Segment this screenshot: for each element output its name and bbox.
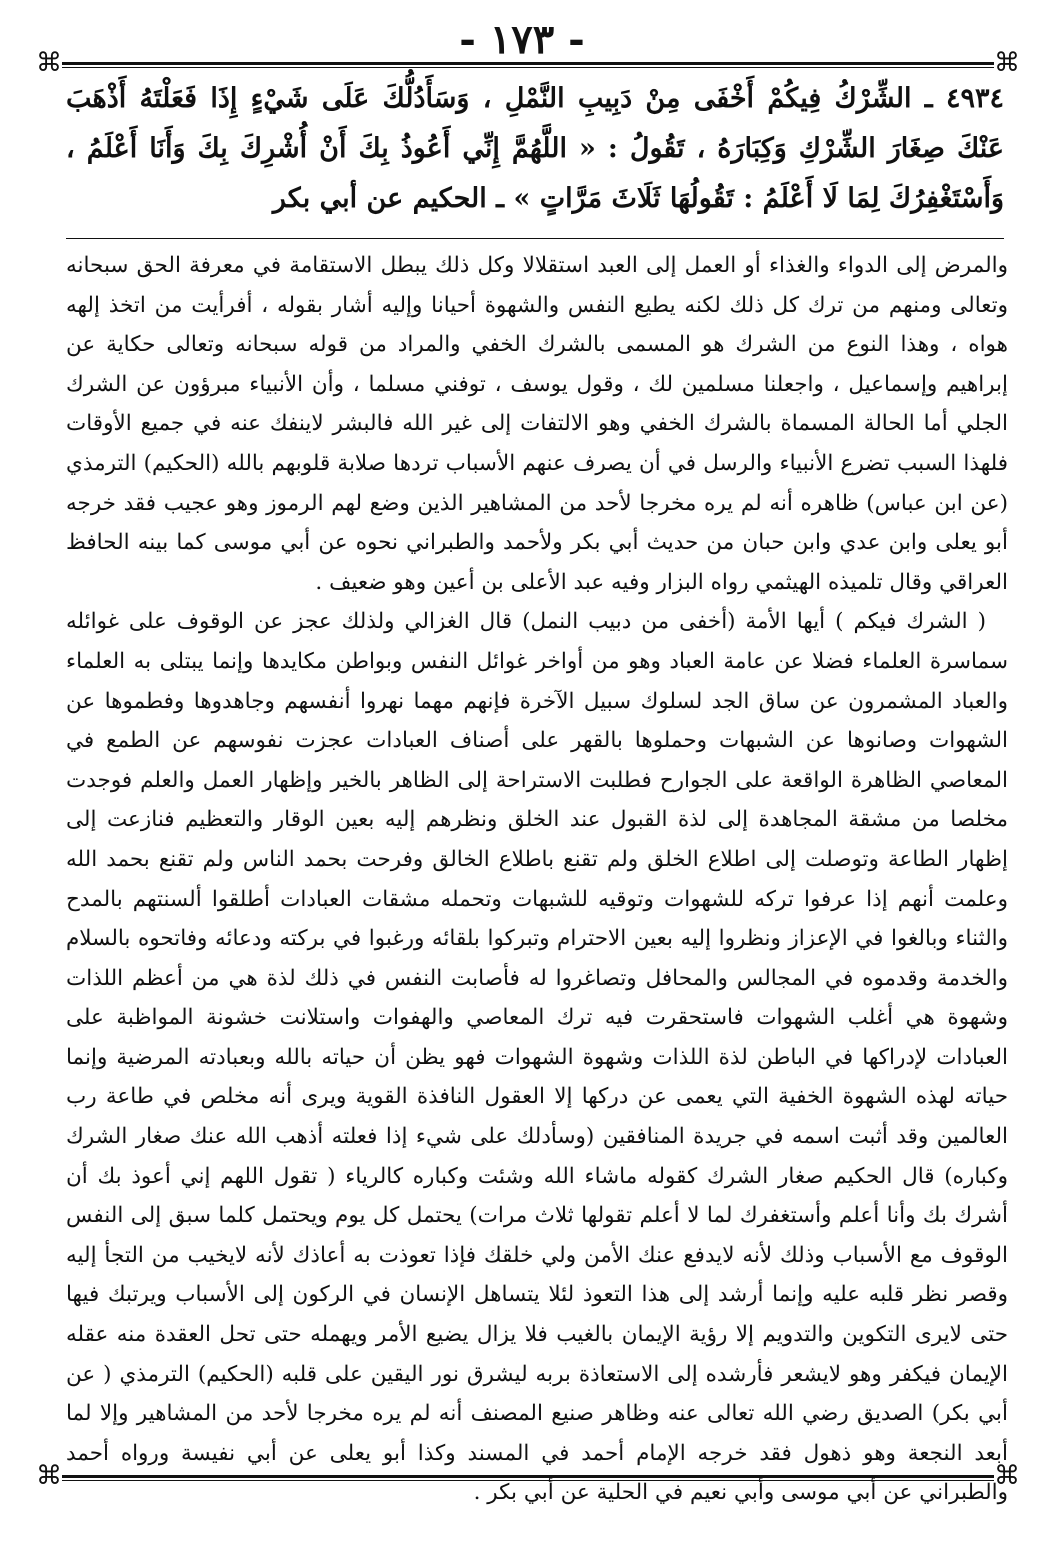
- corner-ornament-icon: ⌘: [994, 48, 1020, 78]
- frame-top-border-inner: [50, 67, 1006, 68]
- frame-top-border: [50, 62, 1006, 65]
- page-number: - ١٧٣ -: [459, 16, 585, 63]
- commentary-paragraph: والمرض إلى الدواء والغذاء أو العمل إلى العبد استقلالا وكل ذلك يبطل الاستقامة في معرفة الحق سبحانه وتعالى ومنهم من ترك كل ذلك لكنه يطيع النفس والشهوة أحيانا وإليه أشار بقوله ، أفرأيت من اتخذ إلهه هواه ، وهذا النوع من الشرك هو المسمى بالشرك الخفي والمراد من قوله سبحانه وتعالى حكاية عن إبراهيم وإسماعيل ، واجعلنا مسلمين لك ، وقول يوسف ، توفني مسلما ، وأن الأنبياء مبرؤون عن الشرك الجلي أما الحالة المسماة بالشرك الخفي وهو الالتفات إلى غير الله فالبشر لاينفك عنه في جميع الأوقات فلهذا السبب تضرع الأنبياء والرسل في أن يصرف عنهم الأسباب تردها صلابة قلوبهم بالله (الحكيم) الترمذي (عن ابن عباس) ظاهره أنه لم يره مخرجا لأحد من المشاهير الذين وضع لهم الرموز وهو عجيب فقد خرجه أبو يعلى وابن عدي وابن حبان من حديث أبي بكر ولأحمد والطبراني نحوه عن أبي موسى كما بينه الحافظ العراقي وقال تلميذه الهيثمي رواه البزار وفيه عبد الأعلى بن أعين وهو ضعيف .: [66, 253, 1008, 595]
- commentary-paragraph: ( الشرك فيكم ) أيها الأمة (أخفى من دبيب النمل) قال الغزالي ولذلك عجز عن الوقوف على غوائله سماسرة العلماء فضلا عن عامة العباد وهو من أواخر غوائل النفس وبواطن مكايدها وإنما يبتلى به العلماء والعباد المشمرون عن ساق الجد لسلوك سبيل الآخرة فإنهم مهما نهروا أنفسهم وجاهدوها وفطموها عن الشهوات وصانوها عن الشبهات وحملوها بالقهر على أصناف العبادات عجزت نفوسهم عن الطمع في المعاصي الظاهرة الواقعة على الجوارح فطلبت الاستراحة إلى الظاهر بالخير وإظهار العمل والعلم فوجدت مخلصا من مشقة المجاهدة إلى لذة القبول عند الخلق ونظرهم إليه بعين الوقار والتعظيم فنازعت إلى إظهار الطاعة وتوصلت إلى اطلاع الخلق ولم تقنع باطلاع الخالق وفرحت بحمد الناس ولم تقنع بحمد الله وعلمت أنهم إذا عرفوا تركه للشهوات وتوقيه للشبهات وتحمله مشقات العبادات أطلقوا ألسنتهم بالمدح والثناء وبالغوا في الإعزاز ونظروا إليه بعين الاحترام وتبركوا بلقائه ورغبوا في بركته ودعائه وفاتحوه بالسلام والخدمة وقدموه في المجالس والمحافل وتصاغروا له فأصابت النفس في ذلك لذة هي من أعظم اللذات وشهوة هي أغلب الشهوات فاستحقرت فيه ترك المعاصي والهفوات واستلانت خشونة المواظبة على العبادات لإدراكها في الباطن لذة اللذات وشهوة الشهوات فهو يظن أن حياته بالله وبعبادته المرضية وإنما حياته لهذه الشهوة الخفية التي يعمى عن دركها إلا العقول النافذة القوية ويرى أنه مخلص في طاعة رب العالمين وقد أثبت اسمه في جريدة المنافقين (وسأدلك على شيء إذا فعلته أذهب الله عنك صغار الشرك وكباره) قال الحكيم صغار الشرك كقوله ماشاء الله وشئت وكباره كالرياء ( تقول اللهم إني أعوذ بك أن أشرك بك وأنا أعلم وأستغفرك لما لا أعلم تقولها ثلاث مرات) يحتمل كل يوم ويحتمل كلما سبق إلى النفس الوقوف مع الأسباب وذلك لأنه لايدفع عنك الأمن ولي خلقك فإذا تعوذت به أعاذك لأنه لايخيب من التجأ إليه وقصر نظر قلبه عليه وإنما أرشد إلى هذا التعوذ لئلا يتساهل الإنسان في الركون إلى الأسباب ويرتبك فيها حتى لايرى التكوين والتدويم إلا رؤية الإيمان بالغيب فلا يزال يضيع الأمر ويهمله حتى تحل العقدة منه عقله الإيمان فيكفر وهو لايشعر فأرشده إلى الاستعاذة بربه ليشرق نور اليقين على قلبه (الحكيم) الترمذي ( عن أبي بكر) الصديق رضي الله تعالى عنه وظاهر صنيع المصنف أنه لم يره مخرجا لأحد من المشاهير وإلا لما أبعد النجعة وهو ذهول فقد خرجه الإمام أحمد في المسند وكذا أبو يعلى عن أبي نفيسة ورواه أحمد والطبراني عن أبي موسى وأبي نعيم في الحلية عن أبي بكر .: [66, 609, 1008, 1506]
- commentary-body: [66, 246, 1008, 1506]
- hadith-text: ٤٩٣٤ ـ الشِّرْكُ فِيكُمْ أَخْفَى مِنْ دَبِيبِ النَّمْلِ ، وَسَأَدُلُّكَ عَلَى شَيْءٍ إِذَا فَعَلْتَهُ أَذْهَبَ عَنْكَ صِغَارَ الشِّرْكِ وَكِبَارَهُ ، تَقُولُ : « اللَّهُمَّ إِنِّي أَعُوذُ بِكَ أَنْ أُشْرِكَ بِكَ وَأَنَا أَعْلَمُ ، وَأَسْتَغْفِرُكَ لِمَا لَا أَعْلَمُ : تَقُولُهَا ثَلَاثَ مَرَّاتٍ » ـ الحكيم عن أبي بكر: [66, 83, 1004, 214]
- corner-ornament-icon: ⌘: [36, 48, 62, 78]
- corner-ornament-icon: ⌘: [994, 1461, 1020, 1491]
- corner-ornament-icon: ⌘: [36, 1461, 62, 1491]
- section-divider: [66, 238, 1004, 239]
